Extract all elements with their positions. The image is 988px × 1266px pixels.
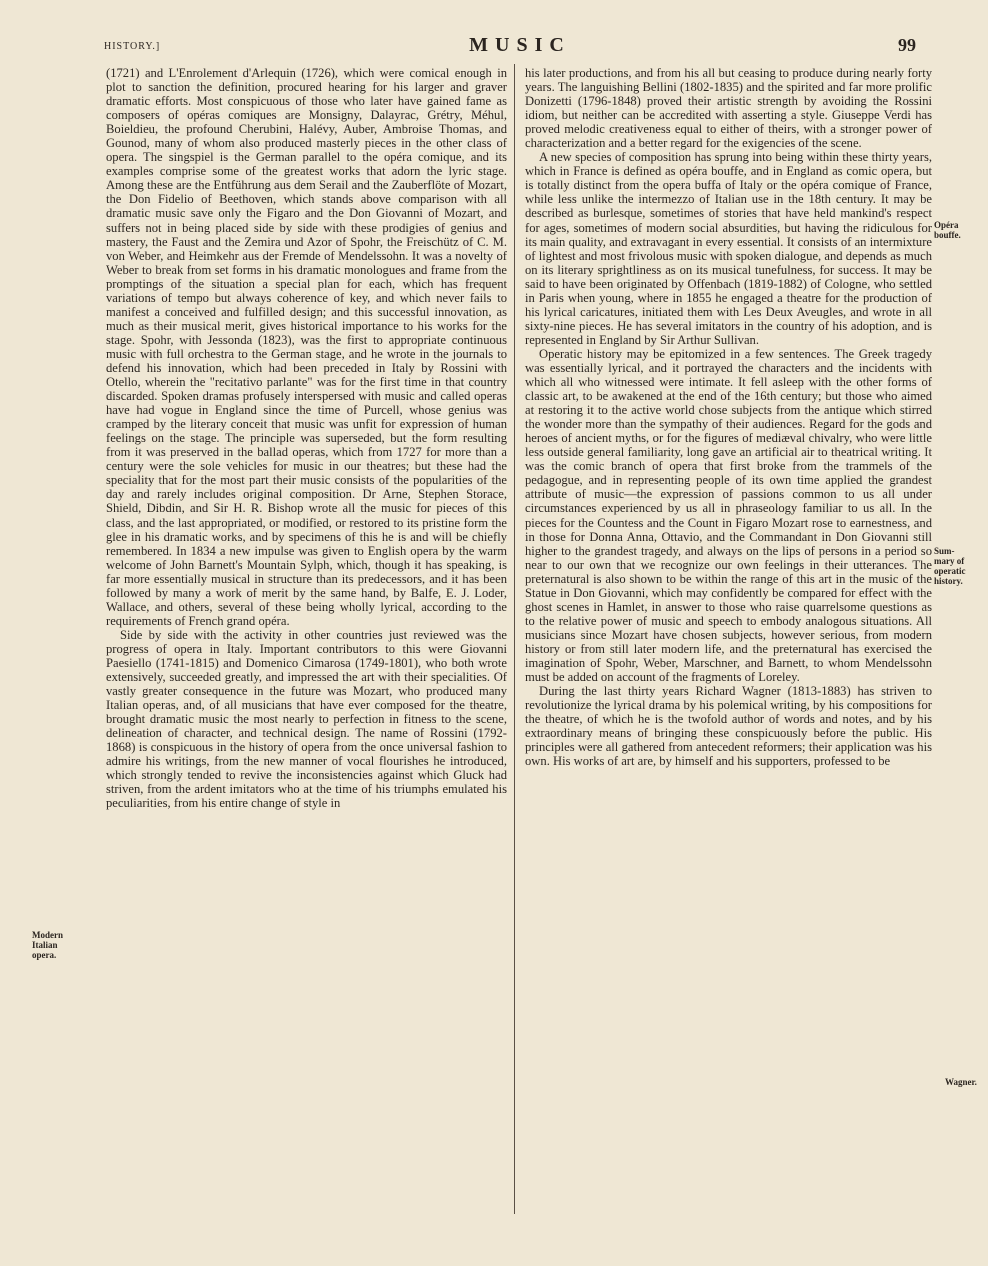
- paragraph-opera-bouffe: A new species of composition has sprung into being within these thirty years, which in France is defined as opéra bouffe, and in England as comic opera, but is totally distinct from the opera buffa of Italy or the opéra comique of France, while less unlike the intermezzo of Italian use in the 18th century. It may be described as burlesque, sometimes of stories that have held mankind's respect for ages, sometimes of modern social absurdities, but having the ridiculous for its main quality, and extravagant in every essential. It consists of an intermixture of lightest and most frivolous music with spoken dialogue, and depends as much on its literary sprightliness as on its musical tunefulness, for success. It may be said to have been originated by Offenbach (1819-1882) of Cologne, who settled in Paris when young, where in 1855 he engaged a theatre for the production of his lyrical caricatures, initiated them with Les Deux Aveugles, and wrote in all sixty-nine pieces. He has several imitators in the country of his adoption, and is represented in England by Sir Arthur Sullivan.: [525, 150, 932, 347]
- right-column: [525, 66, 932, 768]
- sidenote-modern-italian-opera: [32, 930, 72, 960]
- sidenote-line: mary of: [934, 556, 965, 566]
- left-column: [106, 66, 507, 810]
- page-number: 99: [898, 35, 916, 55]
- sidenote-line: opera.: [32, 950, 57, 960]
- running-head-title: MUSIC: [469, 34, 571, 56]
- sidenote-line: Sum-: [934, 546, 955, 556]
- sidenote-line: Modern: [32, 930, 63, 940]
- paragraph-opera-comique: (1721) and L'Enrolement d'Arlequin (1726), which were comical enough in plot to sanction the definition, procured hearing for his larger and graver dramatic efforts. Most conspicuous of those who later have gained fame as composers of opéras comiques are Monsigny, Dalayrac, Grétry, Méhul, Boieldieu, the profound Cherubini, Halévy, Auber, Ambroise Thomas, and Gounod, many of whom also produced masterly pieces in the other class of opera. The singspiel is the German parallel to the opéra comique, and its examples comprise some of the greatest works that adorn the lyric stage. Among these are the Entführung aus dem Serail and the Zauberflöte of Mozart, the Don Fidelio of Beethoven, which stands above comparison with all dramatic music save only the Figaro and the Don Giovanni of Mozart, and suffers not in being placed side by side with these prodigies of genius and mastery, the Faust and the Zemira und Azor of Spohr, the Freischütz of C. M. von Weber, and Heimkehr aus der Fremde of Mendelssohn. It was a novelty of Weber to break from set forms in his dramatic monologues and frame from the promptings of the situation a special plan for each, which has frequent variations of tempo but always coherence of key, and which never fails to manifest a conceived and fulfilled design; and this successful innovation, as much as their musical merit, gives historical importance to his works for the stage. Spohr, with Jessonda (1823), was the first to appropriate continuous music with full orchestra to the German stage, and he wrote in the journals to defend his innovation, which had been preceded in Italy by Rossini with Otello, wherein the "recitativo parlante" was for the first time in that country discarded. Spoken dramas profusely interspersed with music and called operas have had vogue in England since the time of Purcell, whose genius was cramped by the literary conceit that music was unfit for expression of human feelings on the stage. The principle was superseded, but the form resulting from it was preserved in the ballad operas, which from 1727 for more than a century were the sole vehicles for music in our theatres; but these had the speciality that for the most part their music consists of the popularities of the day and rarely includes original composition. Dr Arne, Stephen Storace, Shield, Dibdin, and Sir H. R. Bishop wrote all the music for pieces of this class, and the last appropriated, or modified, or restored to its pristine form the glee in his dramatic works, and by specimens of this he is and will be chiefly remembered. In 1834 a new impulse was given to English opera by the warm welcome of John Barnett's Mountain Sylph, which, though it has speaking, is far more essentially musical in structure than its predecessors, and it has been followed by many a work of merit by the same hand, by Balfe, E. J. Loder, Wallace, and others, several of these being wholly lyrical, according to the requirements of French grand opéra.: [106, 66, 507, 628]
- running-head-section: HISTORY.]: [104, 41, 161, 52]
- paragraph-wagner: During the last thirty years Richard Wagner (1813-1883) has striven to revolutionize the lyrical drama by his polemical writing, by his compositions for the theatre, of which he is the twofold author of words and notes, and by his extraordinary means of bringing these conspicuously before the public. His principles were all gathered from antecedent reformers; their application was his own. His works of art are, by himself and his supporters, professed to be: [525, 684, 932, 769]
- sidenote-summary-operatic-history: [934, 546, 988, 586]
- sidenote-line: operatic: [934, 566, 966, 576]
- paragraph-rossini-successors: his later productions, and from his all but ceasing to produce during nearly forty years. The languishing Bellini (1802-1835) and the spirited and far more prolific Donizetti (1796-1848) proved their artistic strength by avoiding the Rossini idiom, but neither can be accredited with asserting a style. Giuseppe Verdi has proved melodic creativeness equal to either of theirs, with a stronger power of characterization and a better regard for the exigencies of the scene.: [525, 66, 932, 151]
- column-divider: [514, 64, 515, 1214]
- page-header: [0, 34, 988, 58]
- sidenote-line: history.: [934, 576, 963, 586]
- sidenote-line: Wagner.: [945, 1077, 977, 1087]
- sidenote-wagner: [945, 1077, 988, 1087]
- sidenote-opera-bouffe: [934, 220, 984, 240]
- paragraph-italian-opera: Side by side with the activity in other countries just reviewed was the progress of opera in Italy. Important contributors to this were Giovanni Paesiello (1741-1815) and Domenico Cimarosa (1749-1801), who both wrote extensively, succeeded greatly, and impressed the art with their specialities. Of vastly greater consequence in the future was Mozart, who produced many Italian operas, and, of all musicians that have ever composed for the theatre, brought dramatic music the most nearly to perfection in fitness to the scene, delineation of character, and technical design. The name of Rossini (1792-1868) is conspicuous in the history of opera from the once universal fashion to admire his writings, from the new manner of vocal flourishes he introduced, which strongly tended to revive the inconsistencies against which Gluck had striven, from the ardent imitators who at the time of his triumphs emulated his peculiarities, from his entire change of style in: [106, 627, 507, 811]
- sidenote-line: Opéra: [934, 220, 959, 230]
- paragraph-operatic-history: Operatic history may be epitomized in a few sentences. The Greek tragedy was essentially lyrical, and it portrayed the characters and the incidents with which all who witnessed were intimate. It fell asleep with the other forms of classic art, to be awakened at the end of the 16th century; but those who aimed at restoring it to the active world chose subjects from the antique which stirred the wonder more than the sympathy of their audiences. Regard for the gods and heroes of ancient myths, or for the figures of mediæval chivalry, who were little less outside general familiarity, long gave an artificial air to theatrical writing. It was the comic branch of opera that first broke from the trammels of the pedagogue, and in representing people of its own time applied the grandest attribute of music—the expression of passions common to us all under circumstances experienced by us all in phraseology familiar to us all. In the pieces for the Countess and the Count in Figaro Mozart rose to earnestness, and in those for Donna Anna, Ottavio, and the Commandant in Don Giovanni still higher to the grandest tragedy, and always on the lips of persons in a period so near to our own that we recognize our own feelings in their utterances. The preternatural is also shown to be within the range of this art in the music of the Statue in Don Giovanni, which may confidently be compared for effect with the ghost scenes in Hamlet, in answer to those who raise quarrelsome questions as to the relative power of music and speech to embody analogous situations. All musicians since Mozart have chosen subjects, however serious, from modern history or from still later modern life, and the preternatural has exercised the imagination of Spohr, Weber, Marschner, and Barnett, to whom Mendelssohn must be added on account of the fragments of Loreley.: [525, 346, 932, 685]
- sidenote-line: Italian: [32, 940, 58, 950]
- sidenote-line: bouffe.: [934, 230, 961, 240]
